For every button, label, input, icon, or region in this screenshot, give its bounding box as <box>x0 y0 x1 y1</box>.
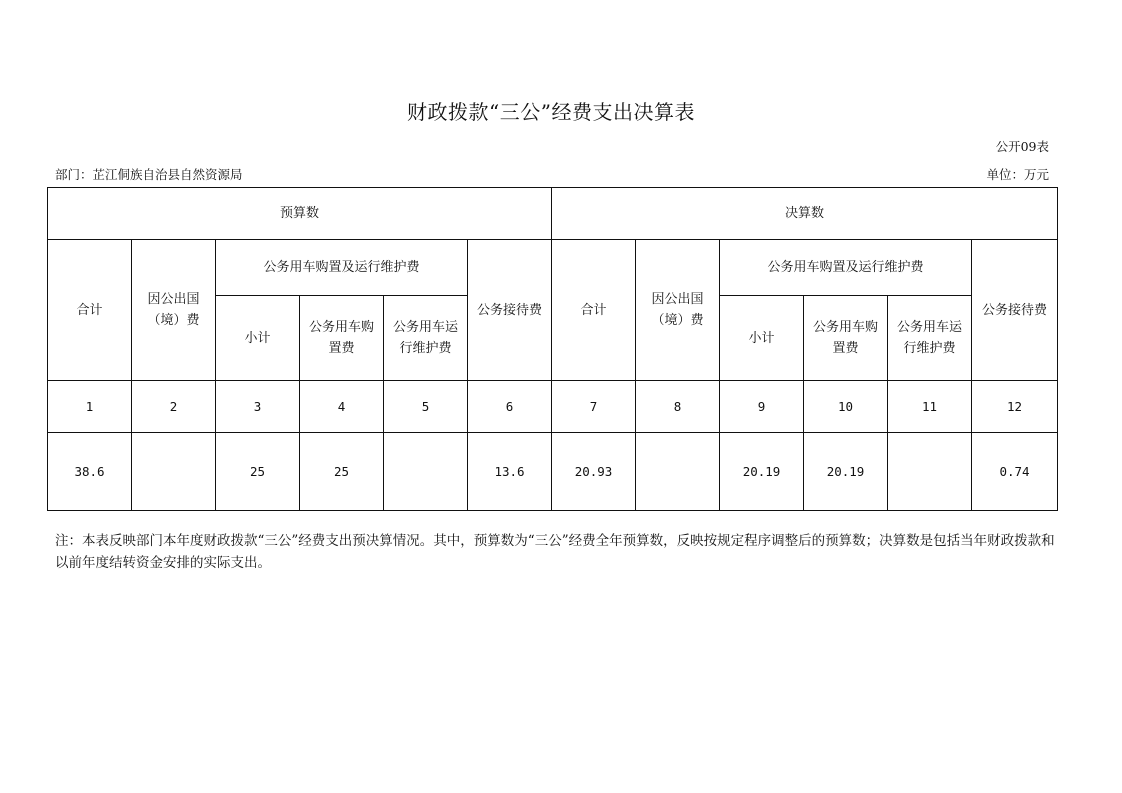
data-row <box>48 433 1058 511</box>
index-cell: 7 <box>552 381 636 433</box>
budget-vehicle-group-header: 公务用车购置及运行维护费 <box>216 240 468 296</box>
index-cell: 9 <box>720 381 804 433</box>
budget-abroad-value <box>132 433 216 511</box>
budget-reception-header: 公务接待费 <box>468 240 552 381</box>
budget-reception-value: 13.6 <box>468 433 552 511</box>
budget-purchase-value: 25 <box>300 433 384 511</box>
final-purchase-header: 公务用车购置费 <box>804 296 888 381</box>
final-reception-value: 0.74 <box>972 433 1058 511</box>
index-cell: 3 <box>216 381 300 433</box>
final-purchase-value: 20.19 <box>804 433 888 511</box>
budget-purchase-header: 公务用车购置费 <box>300 296 384 381</box>
index-cell: 4 <box>300 381 384 433</box>
final-vehicle-group-header: 公务用车购置及运行维护费 <box>720 240 972 296</box>
index-cell: 12 <box>972 381 1058 433</box>
final-total-header: 合计 <box>552 240 636 381</box>
footnote: 注：本表反映部门本年度财政拨款“三公”经费支出预决算情况。其中，预算数为“三公”经费全年预算数，反映按规定程序调整后的预算数；决算数是包括当年财政拨款和以前年度结转资金安排的实际支出。 <box>55 533 1055 571</box>
form-code: 公开09表 <box>995 139 1049 154</box>
page-title: 财政拨款“三公”经费支出决算表 <box>407 100 695 124</box>
final-operation-header: 公务用车运行维护费 <box>888 296 972 381</box>
budget-subtotal-value: 25 <box>216 433 300 511</box>
final-subtotal-header: 小计 <box>720 296 804 381</box>
group-header-row <box>48 188 1058 240</box>
budget-total-value: 38.6 <box>48 433 132 511</box>
final-operation-value <box>888 433 972 511</box>
final-abroad-value <box>636 433 720 511</box>
final-subtotal-value: 20.19 <box>720 433 804 511</box>
index-cell: 5 <box>384 381 468 433</box>
index-cell: 10 <box>804 381 888 433</box>
budget-subtotal-header: 小计 <box>216 296 300 381</box>
final-group-header: 决算数 <box>552 188 1058 240</box>
column-header-row-1 <box>48 240 1058 296</box>
department-label: 部门：芷江侗族自治县自然资源局 <box>55 167 243 182</box>
final-abroad-header: 因公出国（境）费 <box>636 240 720 381</box>
final-total-value: 20.93 <box>552 433 636 511</box>
budget-abroad-header: 因公出国（境）费 <box>132 240 216 381</box>
unit-label: 单位：万元 <box>986 167 1049 182</box>
index-cell: 1 <box>48 381 132 433</box>
index-row <box>48 381 1058 433</box>
expense-table <box>47 187 1058 511</box>
budget-operation-header: 公务用车运行维护费 <box>384 296 468 381</box>
budget-group-header: 预算数 <box>48 188 552 240</box>
index-cell: 11 <box>888 381 972 433</box>
index-cell: 2 <box>132 381 216 433</box>
index-cell: 6 <box>468 381 552 433</box>
index-cell: 8 <box>636 381 720 433</box>
final-reception-header: 公务接待费 <box>972 240 1058 381</box>
budget-operation-value <box>384 433 468 511</box>
budget-total-header: 合计 <box>48 240 132 381</box>
